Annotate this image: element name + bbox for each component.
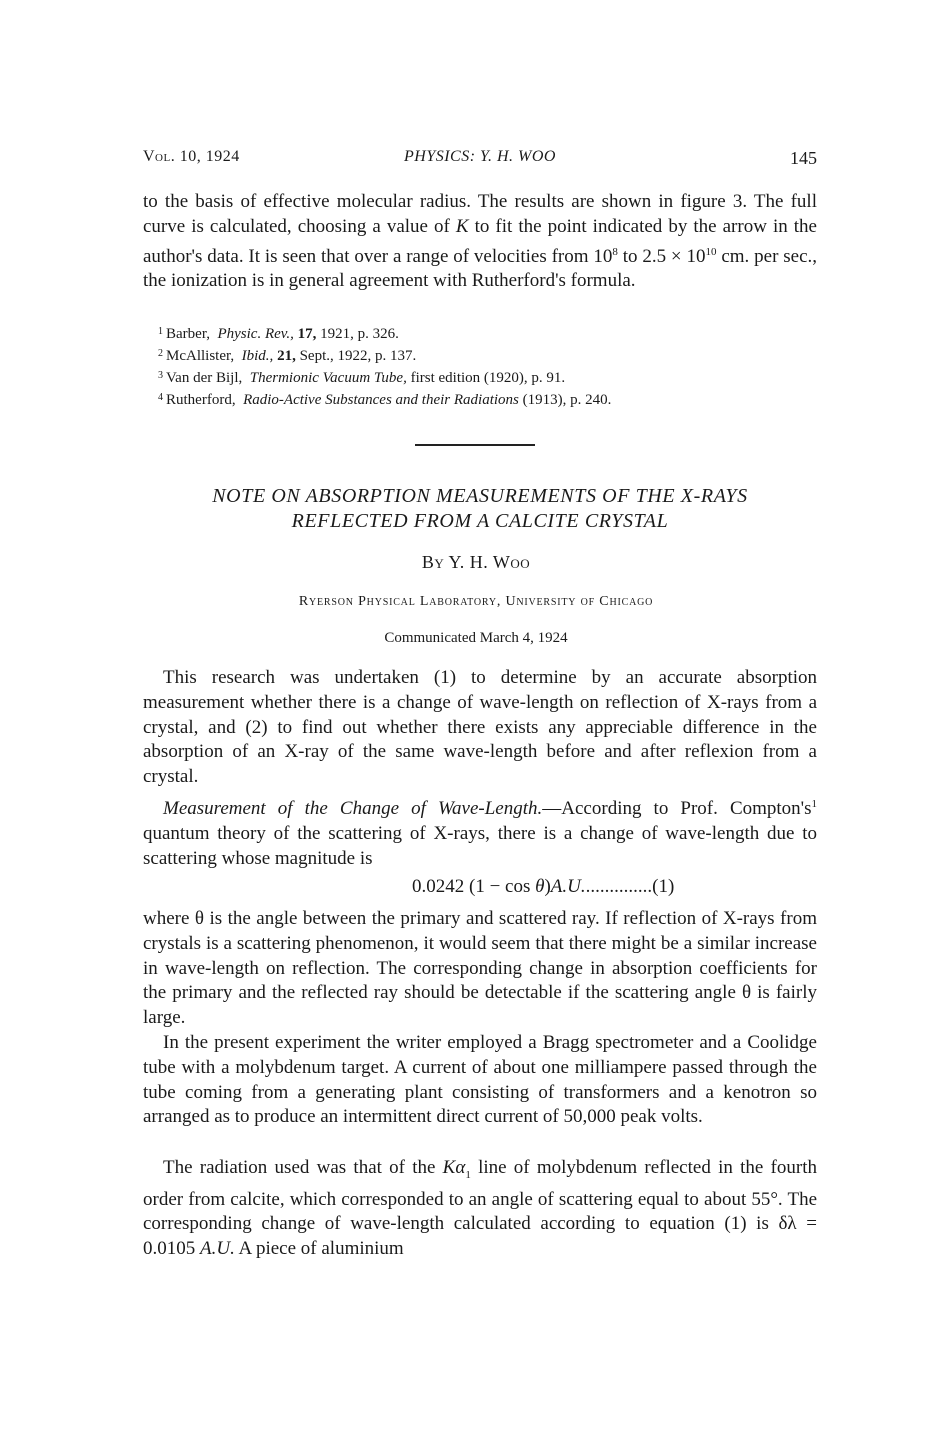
footnote-list	[158, 322, 818, 410]
footnote-item: $^4$ Rutherford, Radio-Active Substances and their Radiations (1913), p. 240.	[158, 392, 612, 408]
footnote-item: $^2$ McAllister, Ibid., 21, Sept., 1922, p. 137.	[158, 348, 417, 364]
section-heading: Measurement of the Change of Wave-Length.	[163, 798, 543, 819]
page-header	[143, 148, 817, 172]
footnote-item: $^1$ Barber, Physic. Rev., 17, 1921, p. 326.	[158, 326, 399, 342]
volume-label: Vol. 10, 1924	[143, 148, 240, 165]
measurement-paragraph: Measurement of the Change of Wave-Length.—According to Prof. $Compton's^1$ quantum theory of the scattering of X-rays, there is a change of wave-length due to scattering whose magnitude is	[143, 798, 818, 869]
running-title: PHYSICS: Y. H. WOO	[404, 148, 556, 165]
page-number: 145	[790, 148, 817, 168]
where-paragraph: where θ is the angle between the primary and scattered ray. If reflection of X-rays from crystals is a scattering phenomenon, it would seem that there might be a similar increase in wave-length on reflection. The corresponding change in absorption coefficients for the primary and the reflected ray should be detectable if the scattering angle θ is fairly large.	[143, 908, 817, 1029]
affiliation: Ryerson Physical Laboratory, University of Chicago	[298, 594, 654, 609]
intro-paragraph: This research was undertaken (1) to determine by an accurate absorption measurement whether there is a change of wave-length on reflection of X-rays from a crystal, and (2) to find out whether there exists any appreciable difference in the absorption of an X-ray of the same wave-length before and after reflexion from a crystal.	[143, 667, 817, 788]
experiment-paragraph: In the present experiment the writer employed a Bragg spectrometer and a Coolidge tube with a molybdenum target. A current of about one milliampere passed through the tube coming from a generating plant consisting of transformers and a kenotron so arranged as to produce an intermittent direct current of 50,000 peak volts.	[143, 1032, 817, 1128]
footnote-ref: 1	[811, 798, 818, 810]
article-title: NOTE ON ABSORPTION MEASUREMENTS OF THE X-RAYS REFLECTED FROM A CALCITE CRYSTAL	[212, 485, 748, 532]
equation-number: (1)	[652, 876, 675, 897]
equation-1: 0.0242 (1 − cos θ)A.U...............(1)	[412, 876, 675, 897]
footnote-item: $^3$ Van der Bijl, Thermionic Vacuum Tube, first edition (1920), p. 91.	[158, 370, 566, 386]
communicated-date: Communicated March 4, 1924	[384, 630, 568, 646]
continued-paragraph: to the basis of effective molecular radius. The results are shown in figure 3. The full curve is calculated, choosing a value of K to fit the point indicated by the arrow in the author's data. It is seen that over a range of velocities from $10^8$ to $2.5 \times 10^{10}$ cm. per sec., the ionization is in general agreement with Rutherford's formula.	[143, 191, 817, 292]
section-divider	[415, 444, 535, 446]
byline: By Y. H. Woo	[421, 552, 531, 572]
radiation-paragraph: The radiation used was that of the $K\alpha_1$ line of molybdenum reflected in the fourth order from calcite, which corresponded to an angle of scattering equal to about 55°. The corresponding change of wave-length calculated according to equation (1) is δλ = 0.0105 A.U. A piece of aluminium	[143, 1157, 817, 1260]
